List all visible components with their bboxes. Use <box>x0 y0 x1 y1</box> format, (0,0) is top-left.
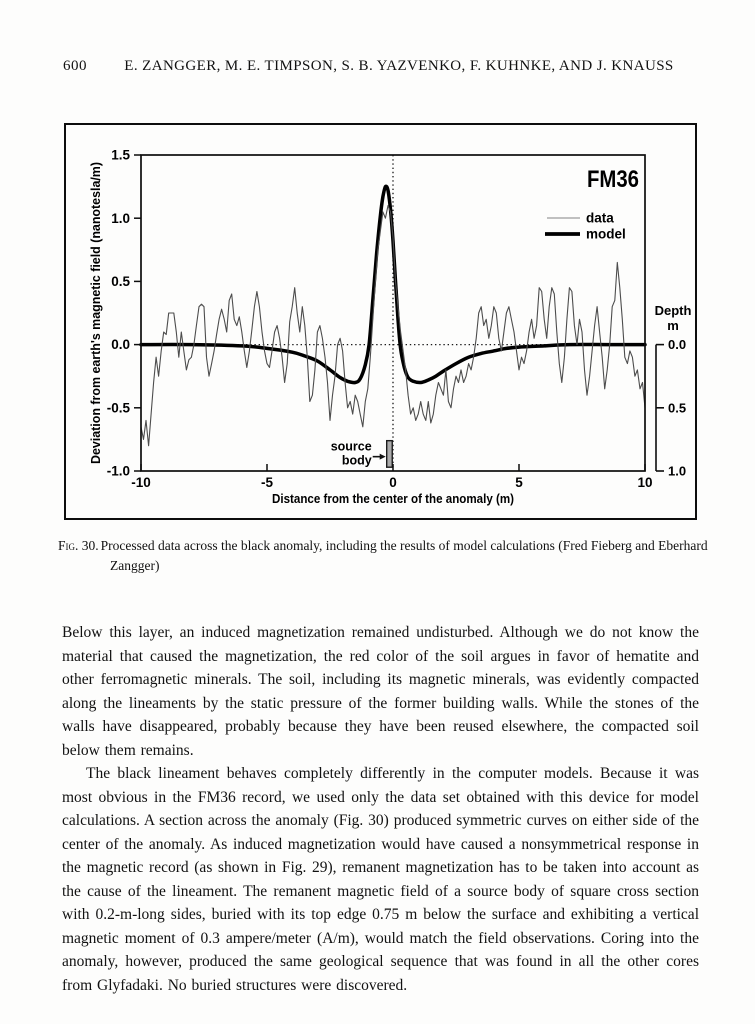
figure-30 <box>64 123 697 520</box>
x-axis-label: Distance from the center of the anomaly (m) <box>272 491 514 506</box>
x-tick-label: 0 <box>389 475 397 490</box>
depth-tick-label: 0.5 <box>668 400 687 416</box>
depth-tick-label: 0.0 <box>668 337 687 353</box>
source-body-rect <box>387 441 393 468</box>
depth-tick-label: 1.0 <box>668 463 687 479</box>
y-tick-label: 1.0 <box>111 210 130 226</box>
x-tick-label: 10 <box>637 475 653 490</box>
running-head <box>62 58 700 78</box>
running-head-authors: E. ZANGGER, M. E. TIMPSON, S. B. YAZVENKO, F. KUHNKE, AND J. KNAUSS <box>124 58 674 74</box>
fm36-chart-svg <box>66 125 695 518</box>
page-number: 600 <box>63 58 87 74</box>
data-series-line <box>141 206 645 446</box>
x-tick-label: 5 <box>515 475 523 490</box>
source-body-label-line1: source <box>330 439 372 454</box>
source-body-arrowhead <box>380 454 386 460</box>
figure-caption <box>58 536 752 576</box>
depth-axis-title: Depth <box>654 303 692 318</box>
body-paragraph-2: The black lineament behaves completely differently in the computer models. Because it was most obvious in the FM36 record, we used only the data set obtained with this device for model calculations. A section across the anomaly (Fig. 30) produced symmetric curves on either side of the center of the anomaly. As induced magnetization would have caused a nonsymmetrical response in the magnetic record (as shown in Fig. 29), remanent magnetization has to be taken into account as the cause of the lineament. The remanent magnetic field of a source body of square cross section with 0.2-m-long sides, buried with its top edge 0.75 m below the surface and exhibiting a vertical magnetic moment of 0.3 ampere/meter (A/m), would match the field observations. Coring into the anomaly, however, produced the same geological sequence that was found in all the other cores from Glyfadaki. No buried structures were discovered. <box>62 765 699 994</box>
y-tick-label: -0.5 <box>106 400 130 416</box>
y-tick-label: 1.5 <box>111 147 130 163</box>
legend-model-label: model <box>586 226 626 242</box>
fm36-chart <box>66 125 695 518</box>
y-tick-label: -1.0 <box>106 463 130 479</box>
figure-caption-text: Processed data across the black anomaly, including the results of model calculations (Fred Fieberg and Eberhard Zangger) <box>100 538 708 573</box>
y-tick-label: 0.5 <box>111 274 130 289</box>
chart-title: FM36 <box>587 166 639 193</box>
figure-caption-label: Fig. 30. <box>58 538 99 553</box>
depth-axis-unit: m <box>667 318 679 333</box>
source-body-label-line2: body <box>341 453 372 468</box>
legend-data-label: data <box>586 210 614 226</box>
body-text <box>62 621 699 997</box>
x-tick-label: -5 <box>260 475 274 490</box>
body-paragraph-1: Below this layer, an induced magnetization remained undisturbed. Although we do not know the material that caused the magnetization, the red color of the soil argues in favor of hematite and other ferromagnetic minerals. The soil, including its magnetic minerals, was evidently compacted along the lineaments by the static pressure of the former building walls. While the stones of the walls have disappeared, probably because they have been reused elsewhere, the compacted soil below them remains. <box>62 624 699 759</box>
x-tick-label: -10 <box>131 475 151 490</box>
y-tick-label: 0.0 <box>111 337 130 353</box>
y-axis-label: Deviation from earth's magnetic field (nanotesla/m) <box>89 160 103 464</box>
